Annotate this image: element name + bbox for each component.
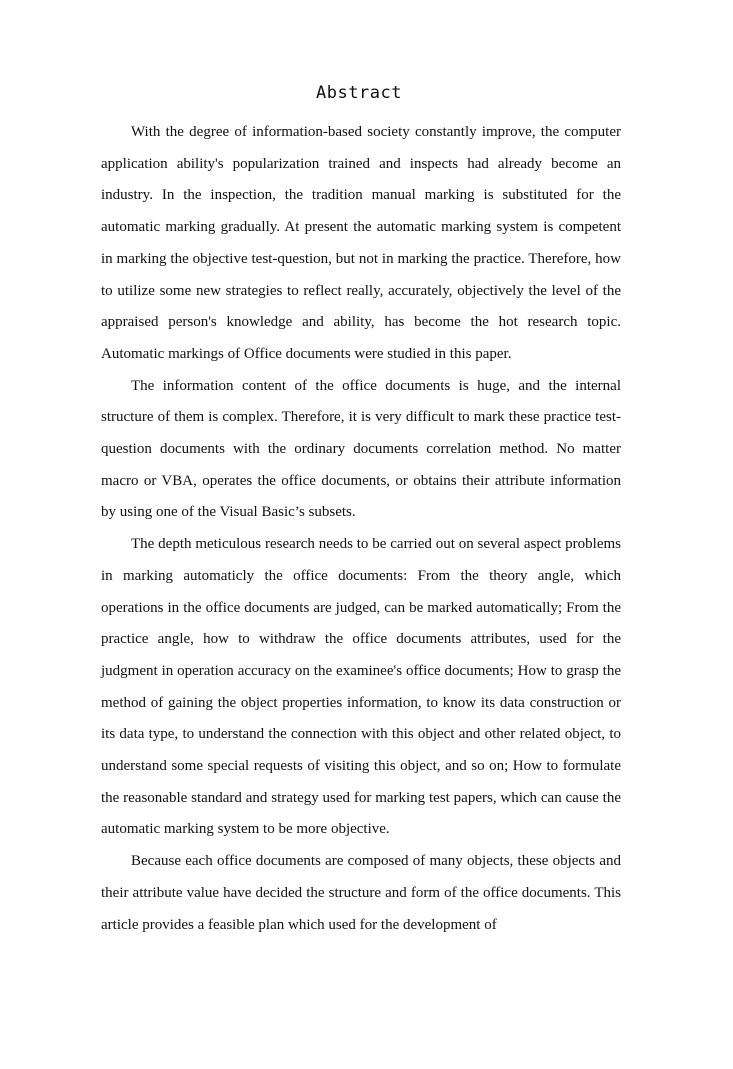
abstract-body [101,117,621,941]
paragraph: Because each office documents are composed of many objects, these objects and their attribute value have decided the structure and form of the office documents. This article provides a feasible plan which used for the development of [101,853,621,933]
paragraph: With the degree of information-based society constantly improve, the computer application ability's popularization trained and inspects had already become an industry. In the inspection, the tradition manual marking is substituted for the automatic marking gradually. At present the automatic marking system is competent in marking the objective test-question, but not in marking the practice. Therefore, how to utilize some new strategies to reflect really, accurately, objectively the level of the appraised person's knowledge and ability, has become the hot research topic. Automatic markings of Office documents were studied in this paper. [101,124,621,362]
paragraph: The information content of the office documents is huge, and the internal structure of them is complex. Therefore, it is very difficult to mark these practice test-question documents with the ordinary documents correlation method. No matter macro or VBA, operates the office documents, or obtains their attribute information by using one of the Visual Basic’s subsets. [101,377,621,521]
page-title: Abstract [316,83,402,103]
paragraph: The depth meticulous research needs to be carried out on several aspect problems in marking automaticly the office documents: From the theory angle, which operations in the office documents are judged, can be marked automatically; From the practice angle, how to withdraw the office documents attributes, used for the judgment in operation accuracy on the examinee's office documents; How to grasp the method of gaining the object properties information, to know its data construction or its data type, to understand the connection with this object and other related object, to understand some special requests of visiting this object, and so on; How to formulate the reasonable standard and strategy used for marking test papers, which can cause the automatic marking system to be more objective. [101,536,621,838]
